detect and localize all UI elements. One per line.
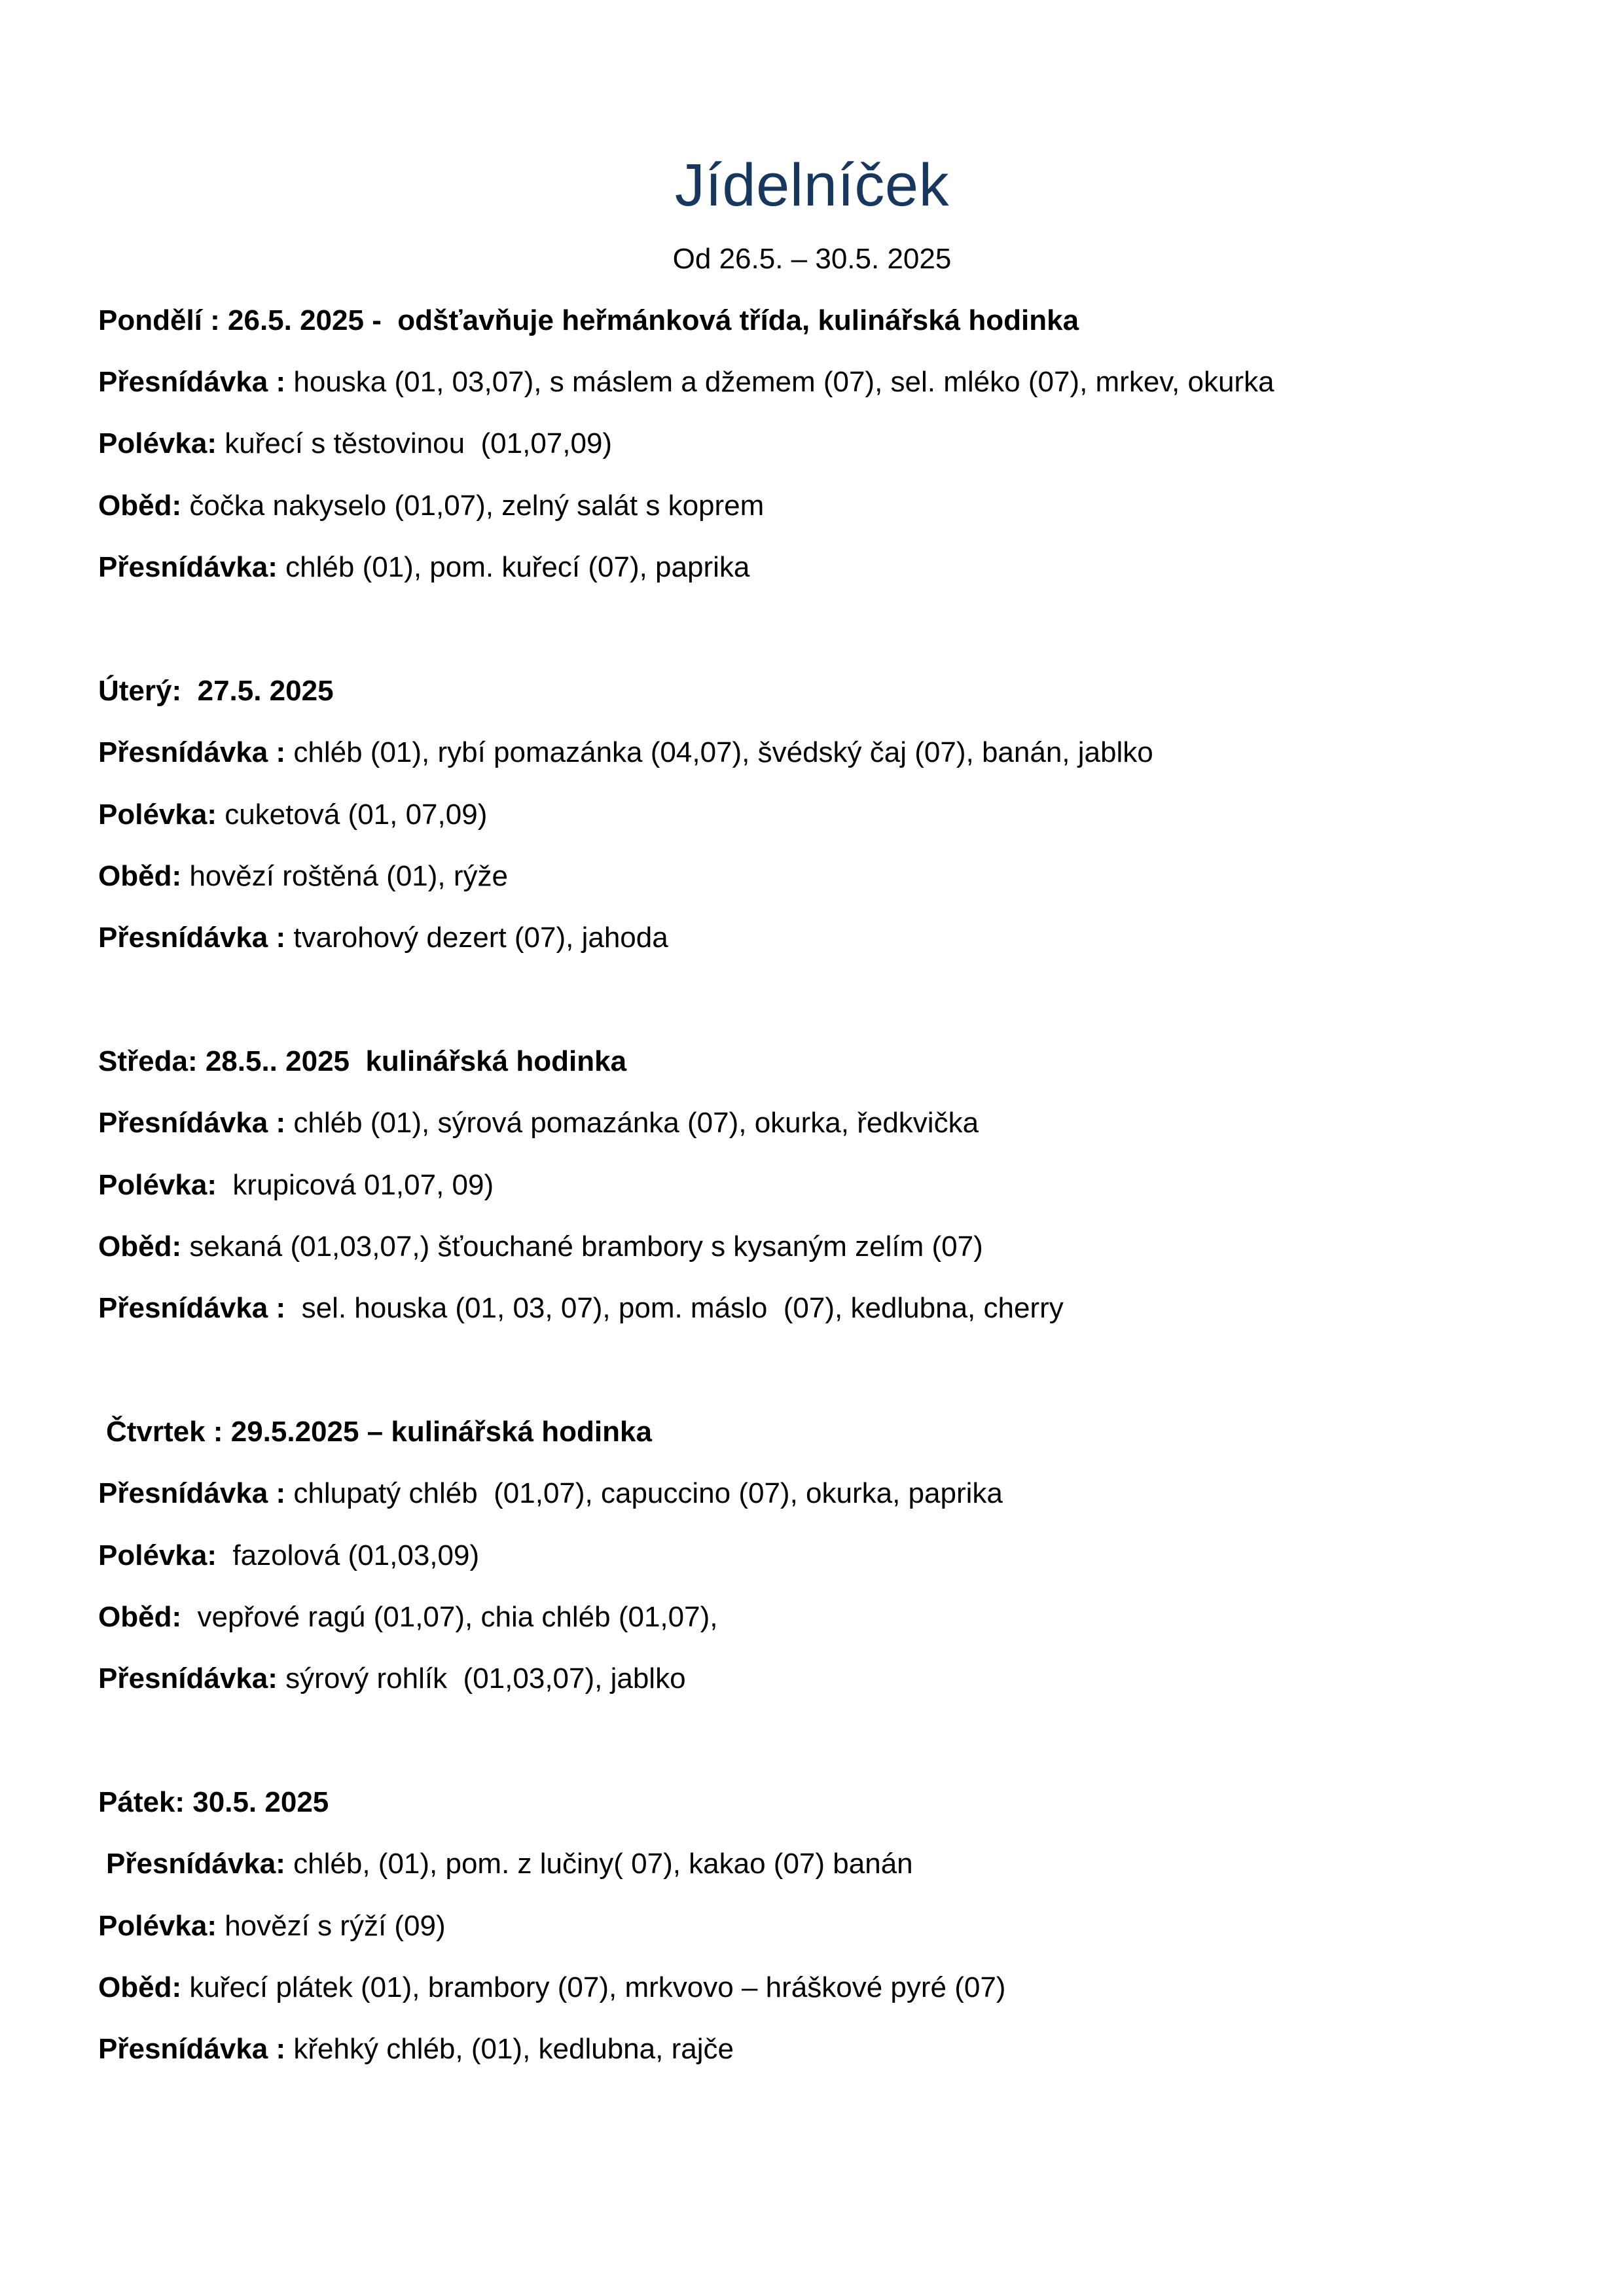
meal-text: houska (01, 03,07), s máslem a džemem (07), sel. mléko (07), mrkev, okurka [293, 366, 1274, 398]
meal-label: Přesnídávka : [98, 736, 294, 768]
meal-label: Přesnídávka: [98, 551, 278, 583]
meal-line [98, 1969, 1538, 2006]
meal-line [98, 488, 1538, 524]
meal-label: Polévka: [98, 1539, 217, 1571]
meal-label: Přesnídávka: [98, 1662, 278, 1695]
meal-line [98, 1290, 1538, 1327]
meal-line [98, 1167, 1538, 1204]
meal-line [98, 1537, 1538, 1574]
meal-line [98, 425, 1538, 462]
meal-text: fazolová (01,03,09) [216, 1539, 480, 1571]
meal-line [98, 1475, 1538, 1512]
meal-label: Přesnídávka : [98, 1292, 286, 1324]
date-range: Od 26.5. – 30.5. 2025 [672, 243, 952, 275]
day-header-tuesday: Úterý: 27.5. 2025 [98, 675, 334, 707]
day-header-monday: Pondělí : 26.5. 2025 - odšťavňuje heřmánková třída, kulinářská hodinka [98, 304, 1079, 336]
meal-text: chléb (01), pom. kuřecí (07), paprika [277, 551, 750, 583]
meal-label: Přesnídávka : [98, 1477, 294, 1509]
meal-text: krupicová 01,07, 09) [216, 1169, 494, 1201]
meal-label: Přesnídávka : [98, 1107, 294, 1139]
meal-text: křehký chléb, (01), kedlubna, rajče [293, 2033, 734, 2065]
meal-line [98, 1229, 1538, 1265]
meal-label: Oběd: [98, 1230, 182, 1263]
meal-label: Polévka: [98, 1910, 217, 1942]
meal-line [98, 734, 1538, 771]
meal-line [98, 858, 1538, 895]
meal-text: chléb, (01), pom. z lučiny( 07), kakao (07) banán [285, 1848, 913, 1880]
meal-label: Oběd: [98, 490, 182, 522]
page-title: Jídelníček [674, 152, 950, 219]
meal-label: Přesnídávka: [106, 1848, 285, 1880]
meal-label: Přesnídávka : [98, 2033, 294, 2065]
meal-text: vepřové ragú (01,07), chia chléb (01,07), [181, 1601, 718, 1633]
meal-label: Polévka: [98, 427, 217, 459]
meal-label: Přesnídávka : [98, 366, 294, 398]
meal-line [98, 1599, 1538, 1636]
meal-text: čočka nakyselo (01,07), zelný salát s koprem [181, 490, 765, 522]
meal-text: kuřecí plátek (01), brambory (07), mrkvovo – hráškové pyré (07) [181, 1971, 1006, 2003]
meal-text: chléb (01), sýrová pomazánka (07), okurka, ředkvička [293, 1107, 979, 1139]
meal-line [98, 364, 1538, 401]
meal-label: Přesnídávka : [98, 922, 294, 954]
meal-line [98, 797, 1538, 833]
meal-label: Oběd: [98, 1601, 182, 1633]
meal-line [98, 1105, 1538, 1141]
day-header-friday: Pátek: 30.5. 2025 [98, 1786, 329, 1818]
meal-text: chléb (01), rybí pomazánka (04,07), švédský čaj (07), banán, jablko [293, 736, 1153, 768]
meal-text: cuketová (01, 07,09) [216, 798, 488, 831]
meal-line [98, 1908, 1538, 1945]
meal-text: sel. houska (01, 03, 07), pom. máslo (07), kedlubna, cherry [285, 1292, 1064, 1324]
meal-text: hovězí roštěná (01), rýže [181, 860, 508, 892]
meal-text: hovězí s rýží (09) [216, 1910, 446, 1942]
day-header-thursday: Čtvrtek : 29.5.2025 – kulinářská hodinka [106, 1416, 652, 1448]
meal-text: chlupatý chléb (01,07), capuccino (07), okurka, paprika [293, 1477, 1003, 1509]
meal-label: Polévka: [98, 1169, 217, 1201]
day-header-wednesday: Středa: 28.5.. 2025 kulinářská hodinka [98, 1045, 627, 1077]
meal-text: tvarohový dezert (07), jahoda [293, 922, 668, 954]
meal-line [98, 549, 1538, 586]
meal-label: Polévka: [98, 798, 217, 831]
meal-line [106, 1846, 1546, 1882]
meal-line [98, 920, 1538, 956]
meal-label: Oběd: [98, 1971, 182, 2003]
meal-text: kuřecí s těstovinou (01,07,09) [216, 427, 613, 459]
meal-line [98, 1660, 1538, 1697]
meal-text: sýrový rohlík (01,03,07), jablko [277, 1662, 686, 1695]
meal-label: Oběd: [98, 860, 182, 892]
meal-line [98, 2031, 1538, 2068]
meal-text: sekaná (01,03,07,) šťouchané brambory s kysaným zelím (07) [181, 1230, 983, 1263]
